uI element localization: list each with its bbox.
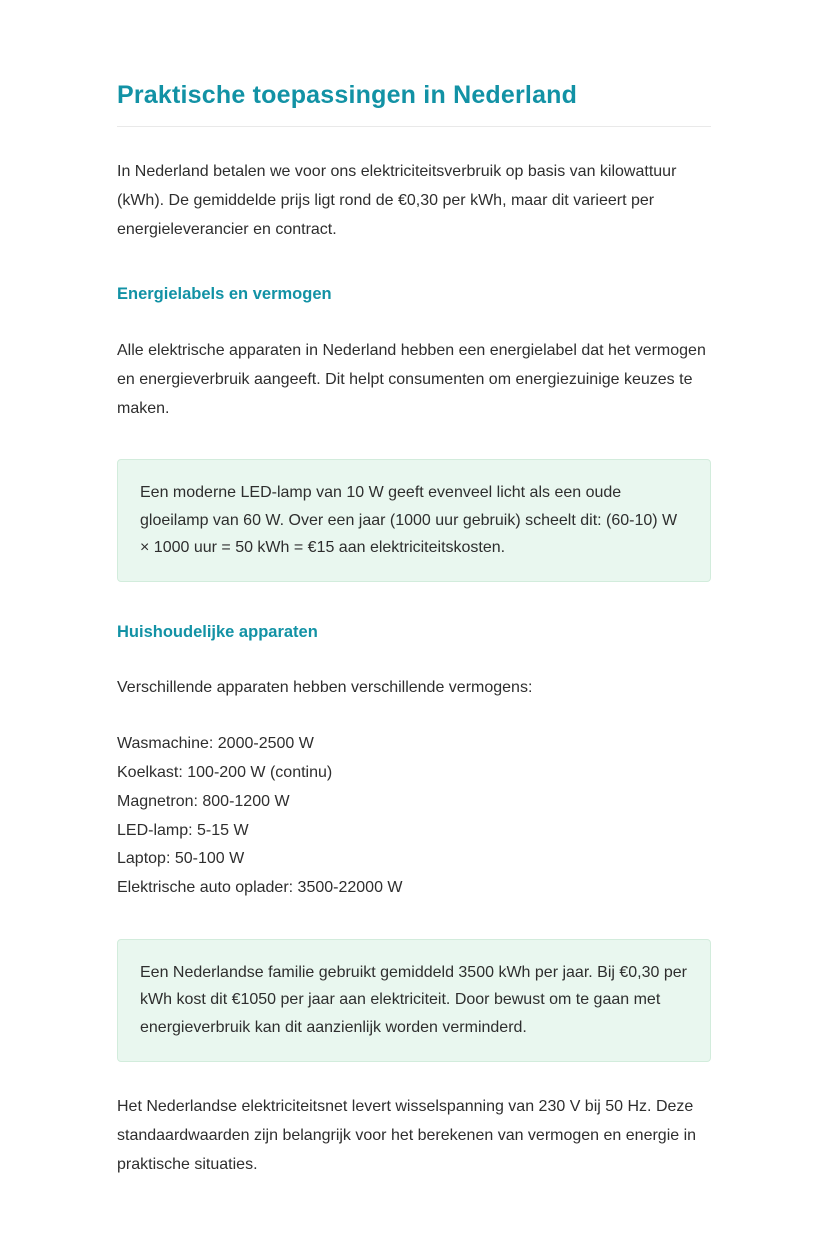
energielabels-paragraph: Alle elektrische apparaten in Nederland hebben een energielabel dat het vermogen en energieverbruik aangeeft. Dit helpt consumenten om energiezuinige keuzes te maken. — [117, 341, 706, 417]
intro-paragraph: In Nederland betalen we voor ons elektriciteitsverbruik op basis van kilowattuur (kWh). De gemiddelde prijs ligt rond de €0,30 per kWh, maar dit varieert per energieleverancier en contract. — [117, 163, 677, 239]
callout-family-usage-text: Een Nederlandse familie gebruikt gemiddeld 3500 kWh per jaar. Bij €0,30 per kWh kost dit €1050 per jaar aan elektriciteit. Door bewust om te gaan met energieverbruik kan dit aanzienlijk worden verminderd. — [140, 963, 687, 1036]
title-divider — [117, 126, 711, 127]
appliance-item-led-lamp: LED-lamp: 5-15 W — [117, 821, 249, 839]
appliance-item-magnetron: Magnetron: 800-1200 W — [117, 792, 290, 810]
callout-led-lamp — [117, 459, 711, 582]
appliance-item-koelkast: Koelkast: 100-200 W (continu) — [117, 763, 333, 781]
appliance-list — [117, 730, 711, 903]
appliance-item-auto-oplader: Elektrische auto oplader: 3500-22000 W — [117, 879, 403, 897]
callout-led-lamp-text: Een moderne LED-lamp van 10 W geeft evenveel licht als een oude gloeilamp van 60 W. Over een jaar (1000 uur gebruik) scheelt dit: (60-10) W × 1000 uur = 50 kWh = €15 aan elektriciteitskosten. — [140, 484, 678, 557]
page-title: Praktische toepassingen in Nederland — [117, 81, 578, 109]
appliance-item-wasmachine: Wasmachine: 2000-2500 W — [117, 735, 314, 753]
appliance-item-laptop: Laptop: 50-100 W — [117, 850, 245, 868]
section-heading-apparaten: Huishoudelijke apparaten — [117, 622, 318, 641]
section-heading-energielabels: Energielabels en vermogen — [117, 285, 332, 304]
outro-paragraph: Het Nederlandse elektriciteitsnet levert wisselspanning van 230 V bij 50 Hz. Deze standaardwaarden zijn belangrijk voor het berekenen van vermogen en energie in praktische situaties. — [117, 1097, 697, 1173]
apparaten-paragraph: Verschillende apparaten hebben verschillende vermogens: — [117, 679, 533, 697]
callout-family-usage — [117, 939, 711, 1062]
